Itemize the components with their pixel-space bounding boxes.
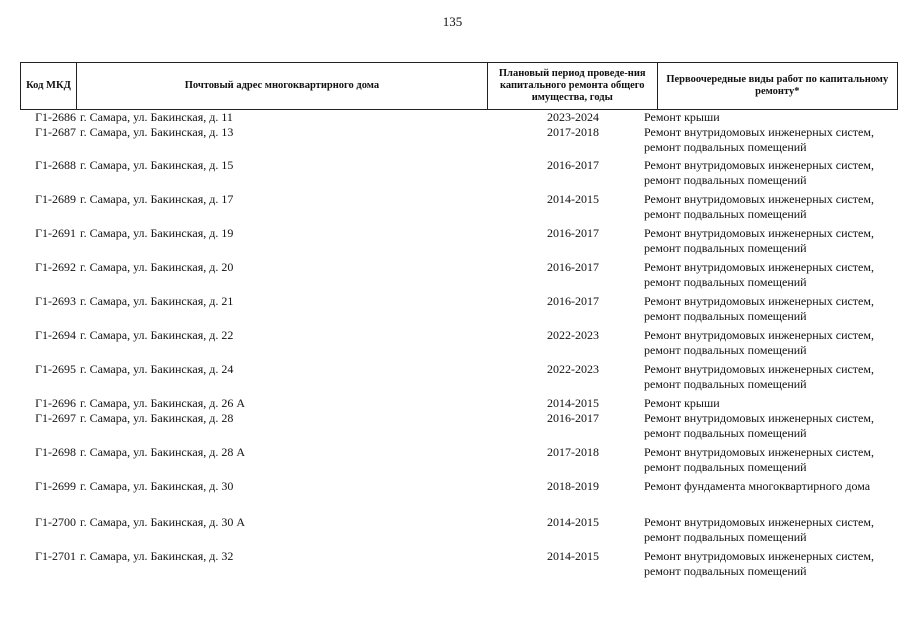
row-period: 2018-2019 — [547, 479, 599, 493]
row-code: Г1-2691 — [35, 226, 76, 240]
row-code: Г1-2687 — [35, 125, 76, 139]
page-number: 135 — [442, 14, 463, 29]
row-works-line: Ремонт внутридомовых инженерных систем, — [644, 192, 874, 206]
row-address: г. Самара, ул. Бакинская, д. 24 — [80, 362, 234, 376]
row-address: г. Самара, ул. Бакинская, д. 32 — [80, 549, 234, 563]
row-code: Г1-2698 — [35, 445, 76, 459]
row-address: г. Самара, ул. Бакинская, д. 15 — [80, 158, 234, 172]
row-works-line: Ремонт внутридомовых инженерных систем, — [644, 549, 874, 563]
row-code: Г1-2686 — [35, 110, 76, 124]
row-address: г. Самара, ул. Бакинская, д. 20 — [80, 260, 234, 274]
row-works-line: ремонт подвальных помещений — [644, 343, 807, 357]
row-period: 2016-2017 — [547, 260, 599, 274]
row-works — [644, 445, 874, 475]
row-period: 2016-2017 — [547, 158, 599, 172]
header-address: Почтовый адрес многоквартирного дома — [77, 63, 488, 109]
row-code: Г1-2701 — [35, 549, 76, 563]
row-works-line: Ремонт внутридомовых инженерных систем, — [644, 125, 874, 139]
row-code: Г1-2694 — [35, 328, 76, 342]
row-works-line: ремонт подвальных помещений — [644, 241, 807, 255]
row-address: г. Самара, ул. Бакинская, д. 21 — [80, 294, 234, 308]
row-address: г. Самара, ул. Бакинская, д. 11 — [80, 110, 233, 124]
row-works-line: ремонт подвальных помещений — [644, 309, 807, 323]
row-period: 2014-2015 — [547, 549, 599, 563]
row-works — [644, 328, 874, 358]
row-period: 2014-2015 — [547, 192, 599, 206]
header-code: Код МКД — [21, 63, 77, 109]
row-works — [644, 479, 870, 494]
row-code: Г1-2695 — [35, 362, 76, 376]
row-period: 2014-2015 — [547, 515, 599, 529]
row-code: Г1-2696 — [35, 396, 76, 410]
row-works-line: Ремонт внутридомовых инженерных систем, — [644, 294, 874, 308]
row-address: г. Самара, ул. Бакинская, д. 26 А — [80, 396, 246, 410]
row-works-line: ремонт подвальных помещений — [644, 140, 807, 154]
row-works-line: ремонт подвальных помещений — [644, 426, 807, 440]
row-works-line: Ремонт внутридомовых инженерных систем, — [644, 328, 874, 342]
row-works — [644, 362, 874, 392]
row-works-line: ремонт подвальных помещений — [644, 173, 807, 187]
header-period: Плановый период проведе-ния капитального ремонта общего имущества, годы — [488, 63, 658, 109]
row-period: 2017-2018 — [547, 445, 599, 459]
row-code: Г1-2693 — [35, 294, 76, 308]
row-works — [644, 411, 874, 441]
row-works-line: Ремонт внутридомовых инженерных систем, — [644, 158, 874, 172]
row-address: г. Самара, ул. Бакинская, д. 17 — [80, 192, 234, 206]
row-works-line: Ремонт фундамента многоквартирного дома — [644, 479, 871, 493]
row-period: 2014-2015 — [547, 396, 599, 410]
row-works — [644, 260, 874, 290]
row-works-line: ремонт подвальных помещений — [644, 460, 807, 474]
row-period: 2022-2023 — [547, 328, 599, 342]
row-works — [644, 158, 874, 188]
row-works-line: ремонт подвальных помещений — [644, 564, 807, 578]
row-works-line: Ремонт внутридомовых инженерных систем, — [644, 411, 874, 425]
row-works — [644, 515, 874, 545]
row-period: 2016-2017 — [547, 294, 599, 308]
row-address: г. Самара, ул. Бакинская, д. 28 А — [80, 445, 246, 459]
row-code: Г1-2697 — [35, 411, 76, 425]
row-works — [644, 125, 874, 155]
row-address: г. Самара, ул. Бакинская, д. 30 А — [80, 515, 246, 529]
row-address: г. Самара, ул. Бакинская, д. 28 — [80, 411, 234, 425]
table-header — [20, 62, 898, 110]
row-works-line: Ремонт внутридомовых инженерных систем, — [644, 445, 874, 459]
row-code: Г1-2700 — [35, 515, 76, 529]
row-code: Г1-2692 — [35, 260, 76, 274]
row-period: 2023-2024 — [547, 110, 599, 124]
row-code: Г1-2689 — [35, 192, 76, 206]
row-works-line: Ремонт внутридомовых инженерных систем, — [644, 362, 874, 376]
row-works-line: ремонт подвальных помещений — [644, 207, 807, 221]
row-works — [644, 396, 720, 411]
row-period: 2016-2017 — [547, 226, 599, 240]
row-address: г. Самара, ул. Бакинская, д. 30 — [80, 479, 234, 493]
row-works-line: Ремонт внутридомовых инженерных систем, — [644, 226, 874, 240]
row-works — [644, 192, 874, 222]
row-period: 2016-2017 — [547, 411, 599, 425]
row-works-line: Ремонт крыши — [644, 396, 720, 410]
row-period: 2022-2023 — [547, 362, 599, 376]
header-works: Первоочередные виды работ по капитальному ремонту* — [666, 74, 889, 97]
row-works — [644, 549, 874, 579]
row-address: г. Самара, ул. Бакинская, д. 22 — [80, 328, 234, 342]
row-works-line: ремонт подвальных помещений — [644, 275, 807, 289]
row-code: Г1-2688 — [35, 158, 76, 172]
row-works-line: ремонт подвальных помещений — [644, 377, 807, 391]
row-works — [644, 294, 874, 324]
row-works-line: Ремонт внутридомовых инженерных систем, — [644, 515, 874, 529]
row-works-line: ремонт подвальных помещений — [644, 530, 807, 544]
row-address: г. Самара, ул. Бакинская, д. 19 — [80, 226, 234, 240]
row-period: 2017-2018 — [547, 125, 599, 139]
row-address: г. Самара, ул. Бакинская, д. 13 — [80, 125, 234, 139]
row-works-line: Ремонт внутридомовых инженерных систем, — [644, 260, 874, 274]
row-works — [644, 226, 874, 256]
row-works — [644, 110, 720, 125]
row-code: Г1-2699 — [35, 479, 76, 493]
row-works-line: Ремонт крыши — [644, 110, 720, 124]
